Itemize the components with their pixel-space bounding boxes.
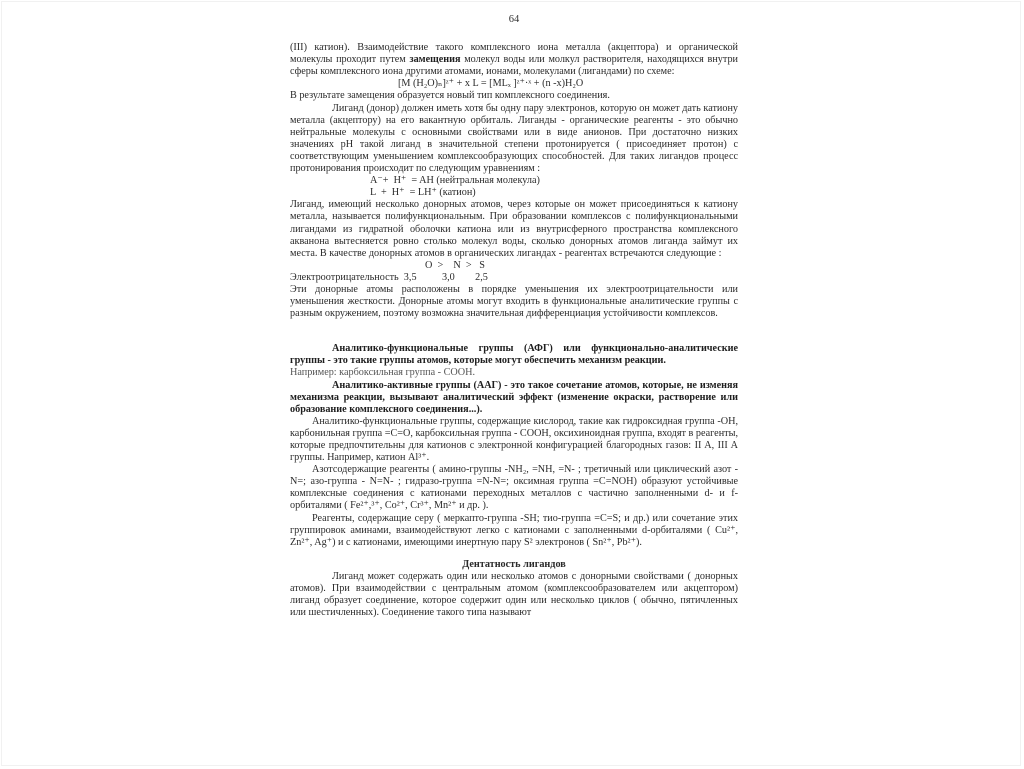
equation-ligand-protonation: L + H⁺ = LH⁺ (катион) xyxy=(370,187,476,199)
equation-anion-protonation: A⁻+ H⁺ = AH (нейтральная молекула) xyxy=(370,175,540,187)
electronegativity-row xyxy=(290,272,738,284)
definition-afg-text: Аналитико-функциональные группы (АФГ) или функционально-аналитические группы - это такие группы атомов, которые могут обеспечить механизм реакции. xyxy=(290,343,738,367)
electronegativity-s: 2,5 xyxy=(475,271,488,283)
paragraph-sulfur-reagents: Реагенты, содержащие серу ( меркапто-группа -SH; тио-группа =C=S; и др.) или сочетание этих группировок аминами, взаимодействуют легко с катионами с заполненными d-орбиталями ( Cu²⁺, Zn²⁺, Ag⁺) и с катионами, имеющими инертную пару S² электронов ( Sn²⁺, Pb²⁺). xyxy=(290,512,738,548)
definition-afg xyxy=(290,343,738,367)
definition-aag xyxy=(290,380,738,416)
spacer xyxy=(290,320,738,343)
paragraph-text: (III) катион). Взаимодействие такого комплексного иона металла (акцептора) и органической молекулы проходит путем xyxy=(290,42,738,66)
paragraph-denticity: Лиганд может содержать один или несколько атомов с донорными свойствами ( донорных атомов). При взаимодействии с центральным атомом (комплексообразователем или акцептором) лиганд образует соединение, которое содержит один или несколько циклов ( обычно, пятичленных или шестичленных). Соединение такого типа называют xyxy=(290,570,738,619)
paragraph-nitrogen-reagents: Азотсодержащие реагенты ( амино-группы -NH₂, =NH, =N- ; третичный или циклический азот -N=; азо-группа - N=N- ; гидразо-группа =N-N=; оксимная группа =C=NOH) образуют устойчивые комплексные соединения с катионами переходных металлов с частично заполненными d- и f- орбиталями ( Fe²⁺,³⁺, Co²⁺, Cr³⁺, Mn²⁺ и др. ). xyxy=(290,464,738,512)
substitution-formula: [M (H₂O)ₙ]ᶻ⁺ + x L = [MLₓ ]ᶻ⁺·ˣ + (n -x)H₂O xyxy=(398,78,584,90)
definition-aag-text: Аналитико-активные группы (ААГ) - это такое сочетание атомов, которые, не изменяя механизма реакции, вызывают аналитический эффект (изменение окраски, растворение или образование комплексного соединения...). xyxy=(290,379,738,415)
paragraph-ligand-donor: Лиганд (донор) должен иметь хотя бы одну пару электронов, которую он может дать катиону металла (акцептору) на его вакантную орбиталь. Лиганды - органические реагенты - это обычно нейтральные молекулы с основными свойствами или в виде анионов. При достаточно низких значениях pH такой лиганд в значительной степени протонируется ( присоединяет протон) с соответствующим уменьшением комплексообразующих способностей. Для таких лигандов процесс протонирования происходит по следующим уравнениям : xyxy=(290,102,738,175)
section-heading-denticity: Дентатность лигандов xyxy=(462,558,566,570)
afg-example: Например: карбоксильная группа - COOH. xyxy=(290,367,476,379)
page-number: 64 xyxy=(508,14,520,25)
paragraph-text: молекул воды или молкул растворителя, находящихся внутри сферы комплексного иона другими атомами, ионами, молекулами (лигандами) по схеме: xyxy=(290,54,738,78)
bold-term-substitution: замещения xyxy=(409,54,461,66)
electronegativity-o: 3,5 xyxy=(403,271,417,283)
paragraph-polyfunctional: Лиганд, имеющий несколько донорных атомов, через которые он может присоединяться к катиону металла, называется полифункциональным. При образовании комплексов с полифункциональными лигандами из гидратной оболочки катиона или из внутрисферного пространства комплексного акванона вытесняется ровно столько молекул воды, сколько донорных атомов лиганда займут их места. В качестве донорных атомов в органических лигандах - реагентах встречаются следующие : xyxy=(290,199,738,259)
paragraph-donor-atoms: Эти донорные атомы расположены в порядке уменьшения их электроотрицательности или уменьшения жесткости. Донорные атомы могут входить в функциональные аналитические группы с разным окружением, поэтому возможна значительная дифференциация устойчивости комплексов. xyxy=(290,283,738,320)
paragraph-result: В результате замещения образуется новый тип комплексного соединения. xyxy=(290,90,610,102)
document-page xyxy=(290,14,738,619)
paragraph-substitution xyxy=(290,42,738,78)
electronegativity-n: 3,0 xyxy=(442,271,455,283)
donor-atom-order: O > N > S xyxy=(425,259,485,271)
paragraph-oxygen-groups: Аналитико-функциональные группы, содержащие кислород, такие как гидроксидная группа -OH, карбонильная группа =C=O, карбоксильная группа - COOH, оксихиноидная группа, входят в реагенты, которые предпочтительны для катионов с электронной конфигурацией благородных газов: II A, III A группы. Например, катион Al³⁺. xyxy=(290,415,738,464)
electronegativity-label: Электроотрицательность xyxy=(290,271,399,283)
